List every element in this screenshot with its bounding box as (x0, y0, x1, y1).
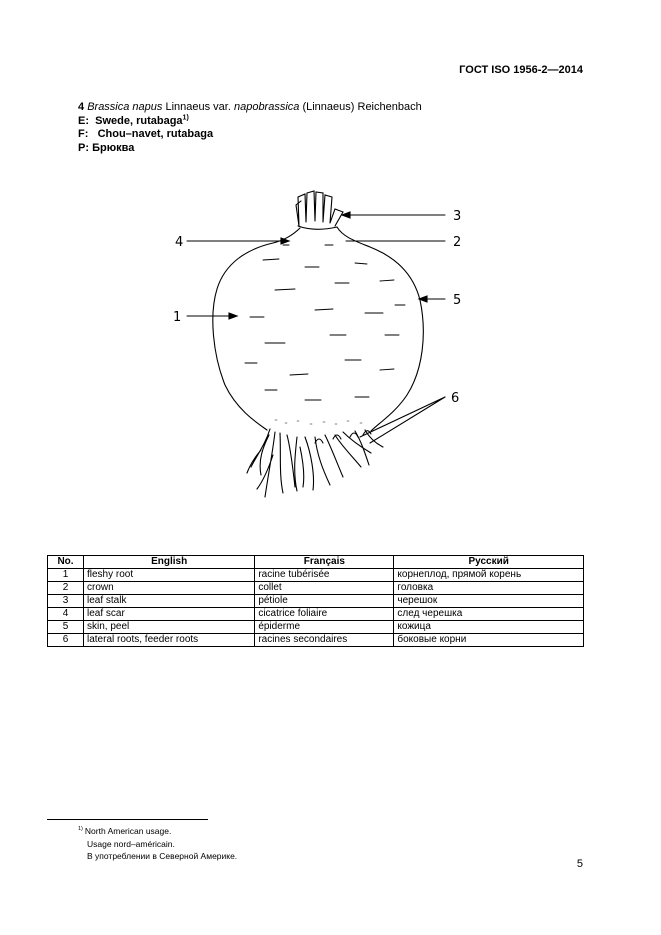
footnote-rule (47, 819, 208, 820)
leaf-stalks (296, 191, 343, 226)
entry-genus-species: Brassica napus (87, 101, 163, 113)
footnote-line-3: В употреблении в Северной Америке. (87, 851, 238, 861)
cell-no: 5 (48, 621, 84, 634)
cell-french: cicatrice foliaire (255, 608, 394, 621)
table-row (48, 569, 584, 582)
cell-no: 4 (48, 608, 84, 621)
table-row (48, 595, 584, 608)
table-row (48, 634, 584, 647)
table-row (48, 608, 584, 621)
cell-no: 3 (48, 595, 84, 608)
terms-table (47, 555, 584, 647)
name-line-russian (78, 142, 422, 156)
cell-english: skin, peel (84, 621, 255, 634)
cell-french: racines secondaires (255, 634, 394, 647)
cell-russian: боковые корни (394, 634, 584, 647)
footnote-line-1 (78, 825, 237, 838)
footnote (78, 825, 237, 863)
standard-header: ГОСТ ISO 1956-2—2014 (459, 64, 583, 76)
common-name: Swede, rutabaga (95, 114, 183, 127)
swede-root-figure (165, 185, 475, 515)
footnote-mark: 1) (78, 826, 83, 833)
footnote-ref: 1) (182, 113, 189, 121)
cell-russian: корнеплод, прямой корень (394, 569, 584, 582)
cell-russian: черешок (394, 595, 584, 608)
callout-5: 5 (453, 293, 462, 308)
cell-english: leaf stalk (84, 595, 255, 608)
name-line-french (78, 128, 422, 142)
name-line-english (78, 115, 422, 129)
cell-french: pétiole (255, 595, 394, 608)
common-name: Брюква (92, 141, 135, 154)
lang-code: E: (78, 114, 89, 127)
cell-no: 2 (48, 582, 84, 595)
entry-author-2: (Linnaeus) Reichenbach (299, 101, 422, 113)
cell-no: 6 (48, 634, 84, 647)
col-header-french: Français (255, 556, 394, 569)
entry-variety: napobrassica (233, 101, 300, 113)
cell-english: fleshy root (84, 569, 255, 582)
cell-french: épiderme (255, 621, 394, 634)
lateral-roots (247, 429, 383, 497)
table-header-row (48, 556, 584, 569)
cell-no: 1 (48, 569, 84, 582)
cell-russian: кожица (394, 621, 584, 634)
cell-english: leaf scar (84, 608, 255, 621)
footnote-text: North American usage. (84, 826, 172, 836)
cell-english: crown (84, 582, 255, 595)
entry-author-1: Linnaeus var. (162, 101, 234, 113)
cell-russian: след черешка (394, 608, 584, 621)
callout-4: 4 (175, 235, 184, 250)
callout-6: 6 (451, 391, 460, 406)
table-row (48, 621, 584, 634)
col-header-english: English (84, 556, 255, 569)
lang-code: F: (78, 128, 89, 140)
common-name: Chou–navet, rutabaga (97, 128, 214, 140)
entry-number: 4 (78, 101, 85, 113)
callout-3: 3 (453, 209, 462, 224)
col-header-no: No. (48, 556, 84, 569)
cell-russian: головка (394, 582, 584, 595)
page-number: 5 (576, 858, 583, 870)
callout-1: 1 (173, 310, 182, 325)
entry-heading (78, 101, 422, 115)
cell-english: lateral roots, feeder roots (84, 634, 255, 647)
col-header-russian: Русский (394, 556, 584, 569)
footnote-line-2: Usage nord–américain. (87, 838, 175, 849)
callout-2: 2 (453, 235, 462, 250)
cell-french: collet (255, 582, 394, 595)
cell-french: racine tubérisée (255, 569, 394, 582)
lang-code: P: (78, 141, 89, 154)
table-row (48, 582, 584, 595)
entry-title-block (78, 101, 422, 155)
